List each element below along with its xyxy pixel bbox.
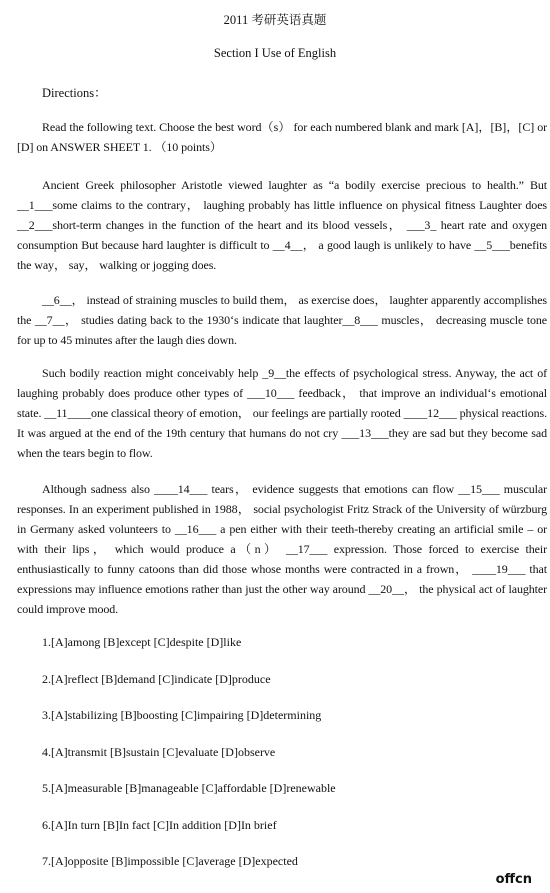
option-line-7: 7.[A]opposite [B]impossible [C]average [D]expected [42, 854, 298, 868]
directions-label: Directions： [42, 86, 107, 100]
option-line-6: 6.[A]In turn [B]In fact [C]In addition [D]In brief [42, 817, 277, 832]
watermark-logo: offcn [495, 872, 532, 887]
passage-text-4: Although sadness also ____14___ tears， evidence suggests that emotions can flow __15___ muscular responses. In an experiment published in 1988， social psychologist Fritz Strack of the University of würzburg in Germany asked volunteers to __16___ a pen either with their teeth-thereby creating an artificial smile – or with their lips， which would produce a（n） __17___ expression. Those forced to exercise their enthusiastically to funny catoons than did those whose months were contracted in a frown， ____19___ that expressions may influence emotions rather than just the other way around __20__， the physical act of laughter could improve mood. [17, 482, 547, 616]
option-line-2: 2.[A]reflect [B]demand [C]indicate [D]produce [42, 671, 271, 686]
option-line-5: 5.[A]measurable [B]manageable [C]affordable [D]renewable [42, 781, 336, 795]
passage-paragraph-2 [17, 290, 547, 350]
passage-text-1: Ancient Greek philosopher Aristotle viewed laughter as “a bodily exercise precious to health.” But __1___some claims to the contrary， laughing probably has little influence on physical fitness Laughter does __2___short-term changes in the function of the heart and its blood vessels， ___3_ heart rate and oxygen consumption But because hard laughter is difficult to __4__， a good laugh is unlikely to have __5___benefits the way， say， walking or jogging does. [17, 178, 547, 272]
section-heading: Section I Use of English [213, 46, 337, 60]
option-line-4: 4.[A]transmit [B]sustain [C]evaluate [D]observe [42, 744, 276, 759]
instructions-paragraph [17, 117, 547, 157]
answer-options-list [42, 632, 522, 888]
passage-paragraph-1 [17, 175, 547, 275]
option-line-1: 1.[A]among [B]except [C]despite [D]like [42, 635, 242, 649]
instructions-text: Read the following text. Choose the best word（s） for each numbered blank and mark [A]，[B]，[C] or [D] on ANSWER SHEET 1. （10 points） [17, 120, 547, 154]
option-line-3: 3.[A]stabilizing [B]boosting [C]impairing [D]determining [42, 708, 322, 722]
page-title: 2011 考研英语真题 [223, 13, 327, 27]
passage-text-3: Such bodily reaction might conceivably help _9__the effects of psychological stress. Anyway, the act of laughing probably does produce other types of ___10___ feedback， that improve an individual‘s emotional state. __11____one classical theory of emotion， our feelings are partially rooted ____12___ physical reactions. It was argued at the end of the 19th century that humans do not cry ___13___they are sad but they become sad when the tears begin to flow. [17, 366, 547, 460]
passage-paragraph-3 [17, 363, 547, 463]
passage-paragraph-4 [17, 479, 547, 619]
passage-text-2: __6__， instead of straining muscles to build them， as exercise does， laughter apparently accomplishes the __7__， studies dating back to the 1930‘s indicate that laughter__8___ muscles， decreasing muscle tone for up to 45 minutes after the laugh dies down. [17, 293, 547, 347]
